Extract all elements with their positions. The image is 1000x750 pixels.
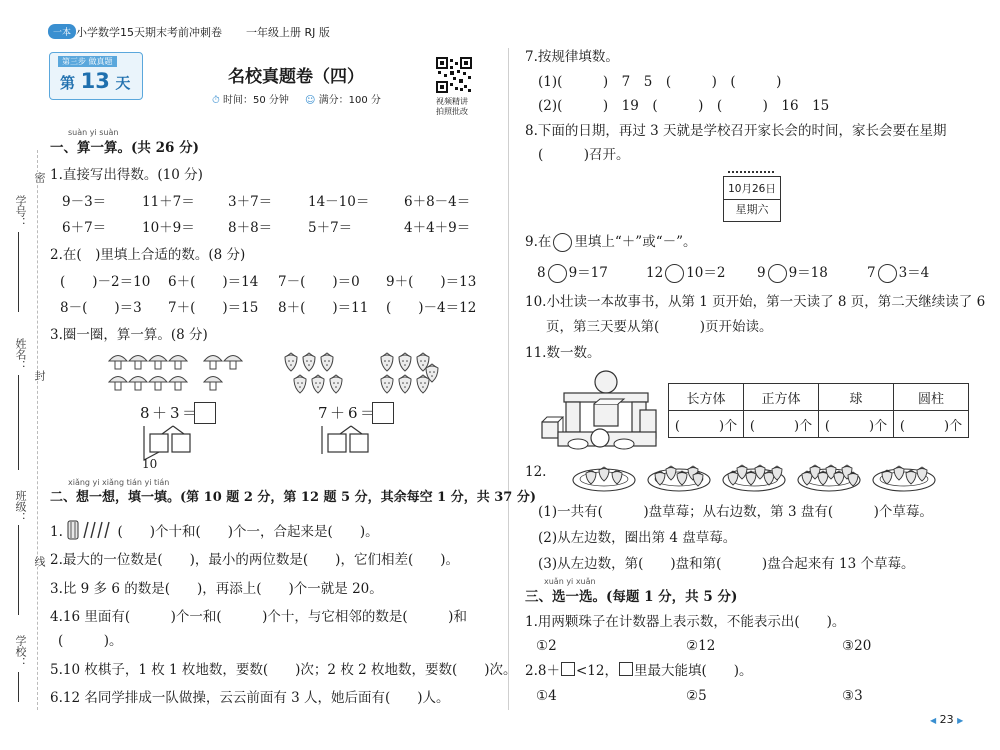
clock-icon: ⏱ [212,95,220,106]
qr-code-icon[interactable] [436,57,472,93]
s2-q11: 11.数一数。 [525,345,601,361]
qr-caption-2: 拍照批改 [436,107,468,116]
day-prefix: 第 [60,74,76,92]
score-info: ☺ 满分：100 分 [305,95,381,106]
s3-q1-opt1[interactable]: ①2 [536,638,557,654]
series-logo: 一本 [48,24,76,39]
count-sphere-cell[interactable]: ( )个 [819,411,894,438]
calc-row1-item5: 6＋8－4＝ [404,194,471,210]
s2-q9-item3: 9 9＝18 [757,265,828,281]
s2-q9: 9.在 里填上“＋”或“－”。 [525,234,697,250]
page-title: 名校真题卷（四） [228,67,364,87]
s2-q8-line1: 8.下面的日期，再过 3 天就是学校召开家长会的时间，家长会要在星期 [525,123,947,139]
s2-q7-2: (2)( ) 19 ( ) ( ) 16 15 [538,98,830,114]
time-info: ⏱ 时间：50 分钟 [212,95,289,106]
day-suffix: 天 [115,74,131,92]
blank-square-icon [561,662,575,676]
eq1-result: 10 [142,457,158,471]
eq1-a: 8 [140,404,150,422]
header-bar [48,24,468,40]
s2-q12-2: (2)从左边数，圈出第 4 盘草莓。 [538,530,737,546]
count-cuboid-cell[interactable]: ( )个 [669,411,744,438]
eq2-eq: ＝ [360,404,376,422]
calc-row1-item2: 11＋7＝ [142,194,195,210]
header-cube: 正方体 [744,384,819,411]
series-title: 小学数学15天期末考前冲刺卷 [76,26,222,39]
eq1-eq: ＝ [182,404,198,422]
calc-row2-item5: 4＋4＋9＝ [404,220,471,236]
eq1-b: 3 [170,404,180,422]
s2-q8-line2: ( )召开。 [538,147,630,163]
sidebar-xing-ming: 姓名： [14,338,27,371]
sidebar-ban-ji-line [18,525,19,615]
strawberry-plates-picture [572,458,942,496]
calendar-card [723,176,781,222]
calendar-date: 10月26日 [724,181,780,200]
sidebar-xue-xiao-line [18,672,19,702]
calc-row2-item2: 10＋9＝ [142,220,195,236]
s3-q2-opt2[interactable]: ②5 [686,688,707,704]
s2-q9-item4: 7 3＝4 [867,265,930,281]
sidebar-feng: 封 [33,370,46,381]
binding-line [37,150,38,710]
header-sphere: 球 [819,384,894,411]
calc-row2-item1: 6＋7＝ [62,220,107,236]
s2-q1-number: 1. [50,524,63,540]
fill-row1-item4: 9＋( )＝13 [386,274,477,290]
column-divider [508,48,509,710]
s3-q1-opt3[interactable]: ③20 [842,638,872,654]
block-building-picture [540,370,665,452]
mushroom-picture [108,352,248,394]
pinyin-section1: suàn yi suàn [68,128,119,137]
fill-row1-item1: ( )－2＝10 [60,274,151,290]
pinyin-section2: xiǎng yi xiǎng tián yi tián [68,478,170,487]
pinyin-section3: xuǎn yi xuǎn [544,577,596,586]
blank-square-icon [619,662,633,676]
eq1-op: ＋ [152,404,168,422]
sidebar-xue-hao-line [18,232,19,312]
sidebar-mi: 密 [33,172,46,183]
day-number: 13 [80,69,110,93]
sidebar-xing-ming-line [18,375,19,470]
day-badge [49,52,143,100]
s1-q2-title: 2.在( )里填上合适的数。(8 分) [50,247,246,263]
s2-q6: 6.12 名同学排成一队做操，云云前面有 3 人，她后面有( )人。 [50,690,450,706]
s2-q12-1: (1)一共有( )盘草莓；从右边数，第 3 盘有( )个草莓。 [538,504,933,520]
s3-q1: 1.用两颗珠子在计数器上表示数，不能表示出( )。 [525,614,846,630]
section2-title: 二、想一想，填一填。(第 10 题 2 分，第 12 题 5 分，其余每空 1 分，共 37 分) [50,490,537,505]
s2-q1-text: ( )个十和( )个一，合起来是( )。 [117,524,379,540]
s2-q2: 2.最大的一位数是( )，最小的两位数是( )，它们相差( )。 [50,552,459,568]
sidebar-xian: 线 [33,556,46,567]
eq2-a: 7 [318,404,328,422]
page-number: ◀ 23 ▶ [930,713,964,726]
calendar-day: 星期六 [735,203,769,216]
s2-q3: 3.比 9 多 6 的数是( )，再添上( )个一就是 20。 [50,581,383,597]
fill-row2-item4: ( )－4＝12 [386,300,477,316]
fill-row2-item1: 8－( )＝3 [60,300,142,316]
calc-row1-item3: 3＋7＝ [228,194,273,210]
strawberry-picture [282,352,442,396]
eq1-split-diagram [130,424,200,470]
sidebar-xue-hao: 学号： [14,195,27,228]
fill-row2-item2: 7＋( )＝15 [168,300,259,316]
eq1-answer-box[interactable] [194,402,216,424]
s2-q7-1: (1)( ) 7 5 ( ) ( ) [538,74,782,90]
q9-answer-circle[interactable] [768,264,787,283]
counting-sticks-icon [67,520,113,540]
s2-q1 [50,520,379,541]
s2-q7: 7.按规律填数。 [525,49,619,65]
q9-circle-icon [553,233,572,252]
s2-q5: 5.10 枚棋子，1 枚 1 枚地数，要数( )次；2 枚 2 枚地数，要数( )次。 [50,662,517,678]
calc-row2-item3: 8＋8＝ [228,220,273,236]
header-cuboid: 长方体 [669,384,744,411]
qr-caption-1: 视频精讲 [436,97,468,106]
s2-q4-line1: 4.16 里面有( )个一和( )个十，与它相邻的数是( )和 [50,609,467,625]
calc-row2-item4: 5＋7＝ [308,220,353,236]
s3-q2: 2.8＋ <12， 里最大能填( )。 [525,663,753,679]
s2-q10-line2: 页，第三天要从第( )页开始读。 [546,319,773,335]
grade-label: 一年级上册 RJ 版 [246,26,330,39]
fill-row1-item2: 6＋( )＝14 [168,274,259,290]
fill-row1-item3: 7－( )＝0 [278,274,360,290]
eq2-answer-box[interactable] [372,402,394,424]
header-cylinder: 圆柱 [894,384,969,411]
q9-answer-circle[interactable] [665,264,684,283]
sidebar-xue-xiao: 学校： [14,635,27,668]
count-cylinder-cell[interactable]: ( )个 [894,411,969,438]
eq2-op: ＋ [330,404,346,422]
s3-q2-opt1[interactable]: ①4 [536,688,557,704]
s2-q9-item2: 12 10＝2 [646,265,726,281]
calc-row1-item4: 14－10＝ [308,194,370,210]
eq2-b: 6 [348,404,358,422]
s1-q1-title: 1.直接写出得数。(10 分) [50,167,203,183]
s1-q3-title: 3.圈一圈，算一算。(8 分) [50,327,208,343]
sidebar-ban-ji: 班级： [14,490,27,523]
s2-q4-line2: ( )。 [58,633,123,649]
q9-answer-circle[interactable] [548,264,567,283]
fill-row2-item3: 8＋( )＝11 [278,300,369,316]
s3-q2-opt3[interactable]: ③3 [842,688,863,704]
section3-title: 三、选一选。(每题 1 分，共 5 分) [525,589,738,605]
shape-count-table [668,383,969,438]
s3-q1-opt2[interactable]: ②12 [686,638,716,654]
prev-arrow-icon: ◀ [930,716,937,725]
s2-q10-line1: 10.小壮读一本故事书，从第 1 页开始，第一天读了 8 页，第二天继续读了 6 [525,294,986,310]
person-icon: ☺ [305,95,316,106]
q9-answer-circle[interactable] [878,264,897,283]
next-arrow-icon: ▶ [957,716,964,725]
s2-q9-item1: 8 9＝17 [537,265,608,281]
calc-row1-item1: 9－3＝ [62,194,107,210]
section1-title: 一、算一算。(共 26 分) [50,140,199,156]
count-cube-cell[interactable]: ( )个 [744,411,819,438]
eq2-split-diagram [308,424,378,470]
s2-q12-3: (3)从左边数，第( )盘和第( )盘合起来有 13 个草莓。 [538,556,915,572]
s2-q12: 12. [525,464,547,480]
step-badge: 第三步 做真题 [58,56,117,67]
